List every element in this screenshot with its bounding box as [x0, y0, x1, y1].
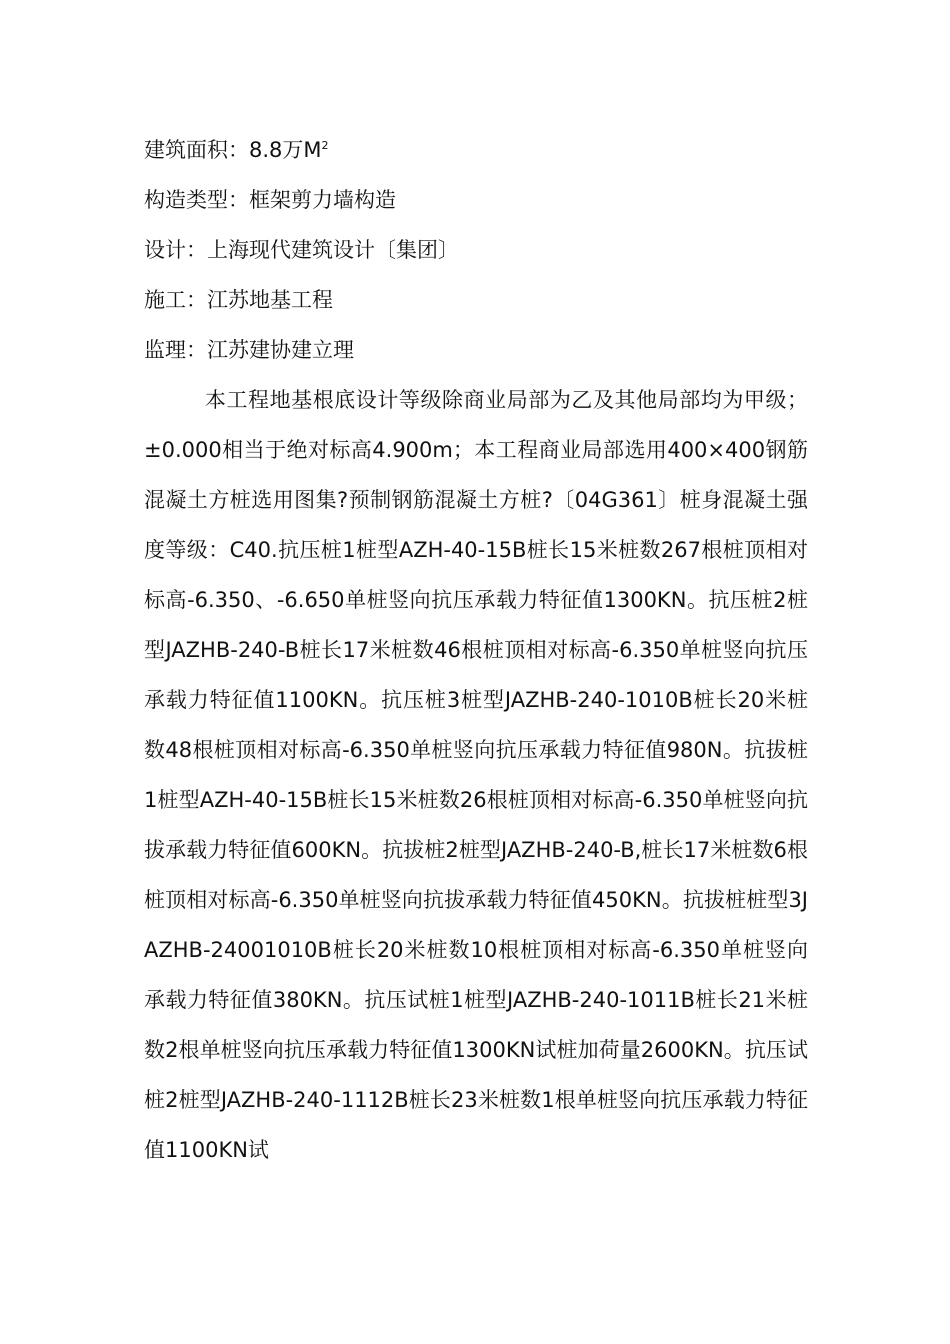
structure-type-value: 框架剪力墙构造	[249, 188, 396, 212]
body-paragraph: 本工程地基根底设计等级除商业局部为乙及其他局部均为甲级；±0.000相当于绝对标高4.900m；本工程商业局部选用400×400钢筋混凝土方桩选用图集?预制钢筋混凝土方桩?〔04G361〕桩身混凝土强度等级：C40.抗压桩1桩型AZH-40-15B桩长15米桩数267根桩顶相对标高-6.350、-6.650单桩竖向抗压承载力特征值1300KN。抗压桩2桩型JAZHB-240-B桩长17米桩数46根桩顶相对标高-6.350单桩竖向抗压承载力特征值1100KN。抗压桩3桩型JAZHB-240-1010B桩长20米桩数48根桩顶相对标高-6.350单桩竖向抗压承载力特征值980N。抗拔桩1桩型AZH-40-15B桩长15米桩数26根桩顶相对标高-6.350单桩竖向抗拔承载力特征值600KN。抗拔桩2桩型JAZHB-240-B,桩长17米桩数6根桩顶相对标高-6.350单桩竖向抗拔承载力特征值450KN。抗拔桩桩型3JAZHB-24001010B桩长20米桩数10根桩顶相对标高-6.350单桩竖向承载力特征值380KN。抗压试桩1桩型JAZHB-240-1011B桩长21米桩数2根单桩竖向抗压承载力特征值1300KN试桩加荷量2600KN。抗压试桩2桩型JAZHB-240-1112B桩长23米桩数1根单桩竖向抗压承载力特征值1100KN试	[144, 388, 808, 1162]
building-area-line	[144, 125, 808, 175]
construction-label: 施工：	[144, 288, 207, 312]
supervision-label: 监理：	[144, 338, 207, 362]
structure-type-label: 构造类型：	[144, 188, 249, 212]
building-area-value: 8.8万M	[249, 138, 322, 162]
construction-line	[144, 275, 808, 325]
design-line	[144, 225, 808, 275]
document-page	[144, 125, 808, 1175]
supervision-value: 江苏建协建立理	[207, 338, 354, 362]
building-area-label: 建筑面积：	[144, 138, 249, 162]
structure-type-line	[144, 175, 808, 225]
construction-value: 江苏地基工程	[207, 288, 333, 312]
design-value: 上海现代建筑设计〔集团〕	[207, 238, 459, 262]
building-area-superscript: 2	[321, 139, 329, 152]
design-label: 设计：	[144, 238, 207, 262]
supervision-line	[144, 325, 808, 375]
